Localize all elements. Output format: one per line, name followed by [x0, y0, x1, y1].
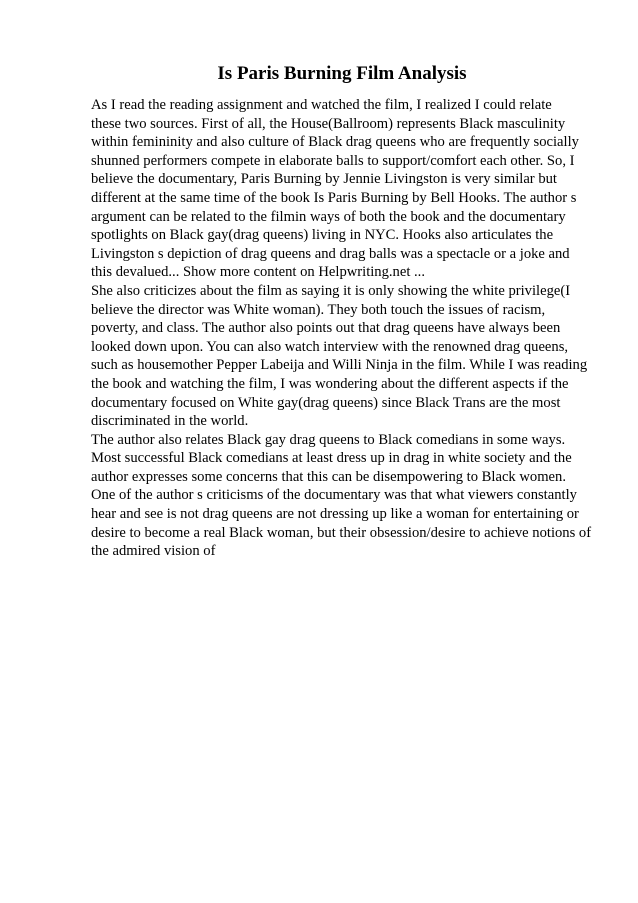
text-line: the book and watching the film, I was wondering about the different aspects if the: [91, 375, 569, 392]
text-line: different at the same time of the book Is Paris Burning by Bell Hooks. The author s: [91, 189, 577, 206]
document-body: [91, 96, 601, 561]
text-line: documentary focused on White gay(drag queens) since Black Trans are the most: [91, 394, 561, 411]
text-line: The author also relates Black gay drag queens to Black comedians in some ways.: [91, 431, 566, 448]
text-line: argument can be related to the filmin ways of both the book and the documentary: [91, 208, 566, 225]
document-title: Is Paris Burning Film Analysis: [217, 63, 467, 84]
text-line: One of the author s criticisms of the documentary was that what viewers constantly: [91, 487, 577, 504]
text-line: Livingston s depiction of drag queens and drag balls was a spectacle or a joke and: [91, 245, 570, 262]
text-line: hear and see is not drag queens are not dressing up like a woman for entertaining or: [91, 506, 579, 523]
text-line: desire to become a real Black woman, but their obsession/desire to achieve notions of: [91, 524, 592, 541]
text-line: these two sources. First of all, the House(Ballroom) represents Black masculinity: [91, 115, 566, 132]
text-line: looked down upon. You can also watch interview with the renowned drag queens,: [91, 338, 569, 355]
text-line: within femininity and also culture of Black drag queens who are frequently socially: [91, 134, 579, 151]
text-line: Most successful Black comedians at least dress up in drag in white society and the: [91, 450, 572, 467]
text-line: the admired vision of: [91, 543, 216, 560]
text-line: this devalued... Show more content on Helpwriting.net ...: [91, 264, 425, 281]
text-line: poverty, and class. The author also points out that drag queens have always been: [91, 320, 561, 337]
text-line: She also criticizes about the film as saying it is only showing the white privilege(I: [91, 282, 571, 299]
text-line: such as housemother Pepper Labeija and Willi Ninja in the film. While I was reading: [91, 357, 588, 374]
text-line: shunned performers compete in elaborate balls to support/comfort each other. So, I: [91, 152, 575, 169]
text-line: discriminated in the world.: [91, 413, 249, 430]
text-line: author expresses some concerns that this can be disempowering to Black women.: [91, 468, 566, 485]
text-line: As I read the reading assignment and watched the film, I realized I could relate: [91, 97, 552, 113]
text-line: spotlights on Black gay(drag queens) living in NYC. Hooks also articulates the: [91, 227, 554, 244]
text-line: believe the director was White woman). They both touch the issues of racism,: [91, 301, 546, 318]
text-line: believe the documentary, Paris Burning by Jennie Livingston is very similar but: [91, 171, 557, 188]
